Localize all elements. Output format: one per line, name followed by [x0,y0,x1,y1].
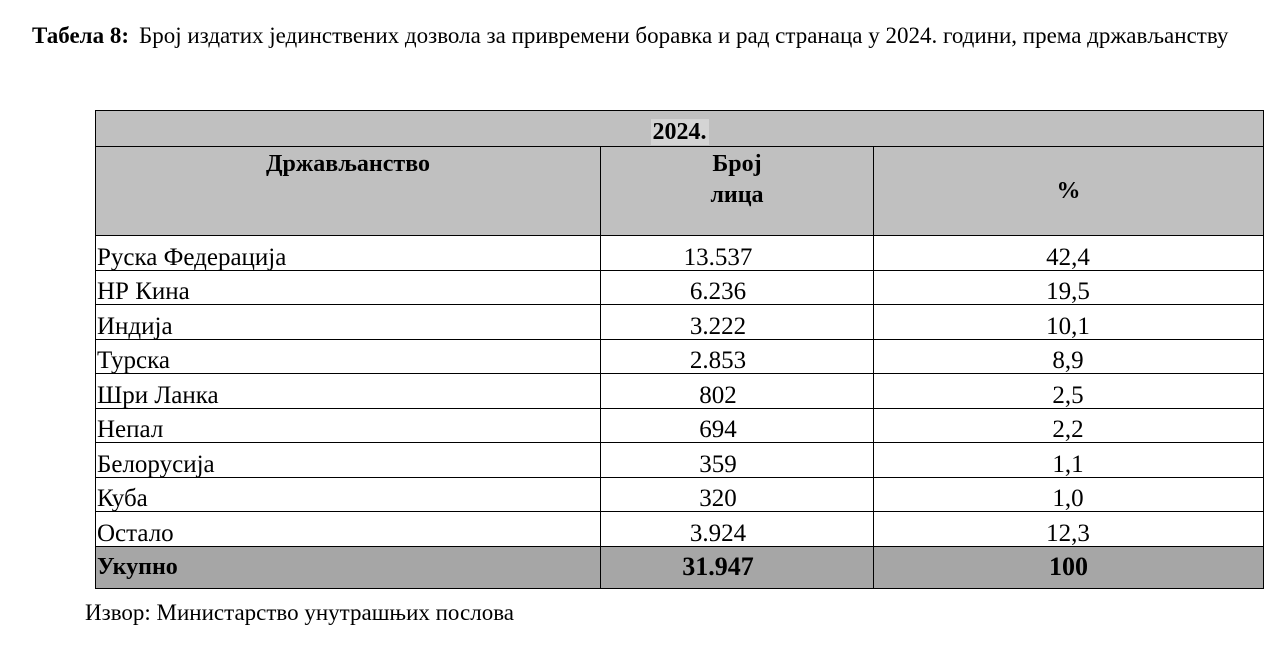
percent-cell: 10,1 [874,305,1264,340]
year-header [96,111,1264,147]
table-row [96,512,1264,547]
country-cell: Куба [96,477,601,512]
count-cell: 359 [601,443,874,478]
data-table [95,110,1264,589]
country-cell: Белорусија [96,443,601,478]
percent-cell: 19,5 [874,270,1264,305]
country-cell: Непал [96,408,601,443]
country-cell: Руска Федерација [96,236,601,271]
country-cell: НР Кина [96,270,601,305]
table-row [96,339,1264,374]
year-label: 2024. [652,119,707,145]
country-cell: Остало [96,512,601,547]
percent-cell: 2,2 [874,408,1264,443]
table-row [96,270,1264,305]
country-cell: Шри Ланка [96,374,601,409]
table-row [96,408,1264,443]
table-row [96,236,1264,271]
header-percent: % [874,147,1264,236]
percent-cell: 1,0 [874,477,1264,512]
count-cell: 2.853 [601,339,874,374]
count-cell: 6.236 [601,270,874,305]
header-count-line1: Број [712,151,762,177]
count-cell: 802 [601,374,874,409]
table-row [96,305,1264,340]
table-row [96,374,1264,409]
table-row [96,443,1264,478]
count-cell: 3.924 [601,512,874,547]
count-cell: 3.222 [601,305,874,340]
percent-cell: 12,3 [874,512,1264,547]
count-cell: 320 [601,477,874,512]
total-row [96,546,1264,588]
total-count: 31.947 [601,546,874,588]
year-header-row [96,111,1264,147]
column-header-row [96,147,1264,236]
count-cell: 694 [601,408,874,443]
country-cell: Индија [96,305,601,340]
percent-cell: 1,1 [874,443,1264,478]
total-percent: 100 [874,546,1264,588]
source-note: Извор: Министарство унутрашњих послова [85,600,514,625]
table-caption [32,20,1262,51]
header-count-line2: лица [710,182,764,208]
percent-cell: 42,4 [874,236,1264,271]
header-country: Држављанство [96,147,601,236]
table-row [96,477,1264,512]
country-cell: Турска [96,339,601,374]
header-count [601,147,874,236]
percent-cell: 2,5 [874,374,1264,409]
percent-cell: 8,9 [874,339,1264,374]
caption-label: Табела 8: [32,23,129,48]
total-label: Укупно [96,546,601,588]
count-cell: 13.537 [601,236,874,271]
caption-text: Број издатих јединствених дозвола за привремени боравка и рад странаца у 2024. години, према држављанству [139,23,1229,48]
